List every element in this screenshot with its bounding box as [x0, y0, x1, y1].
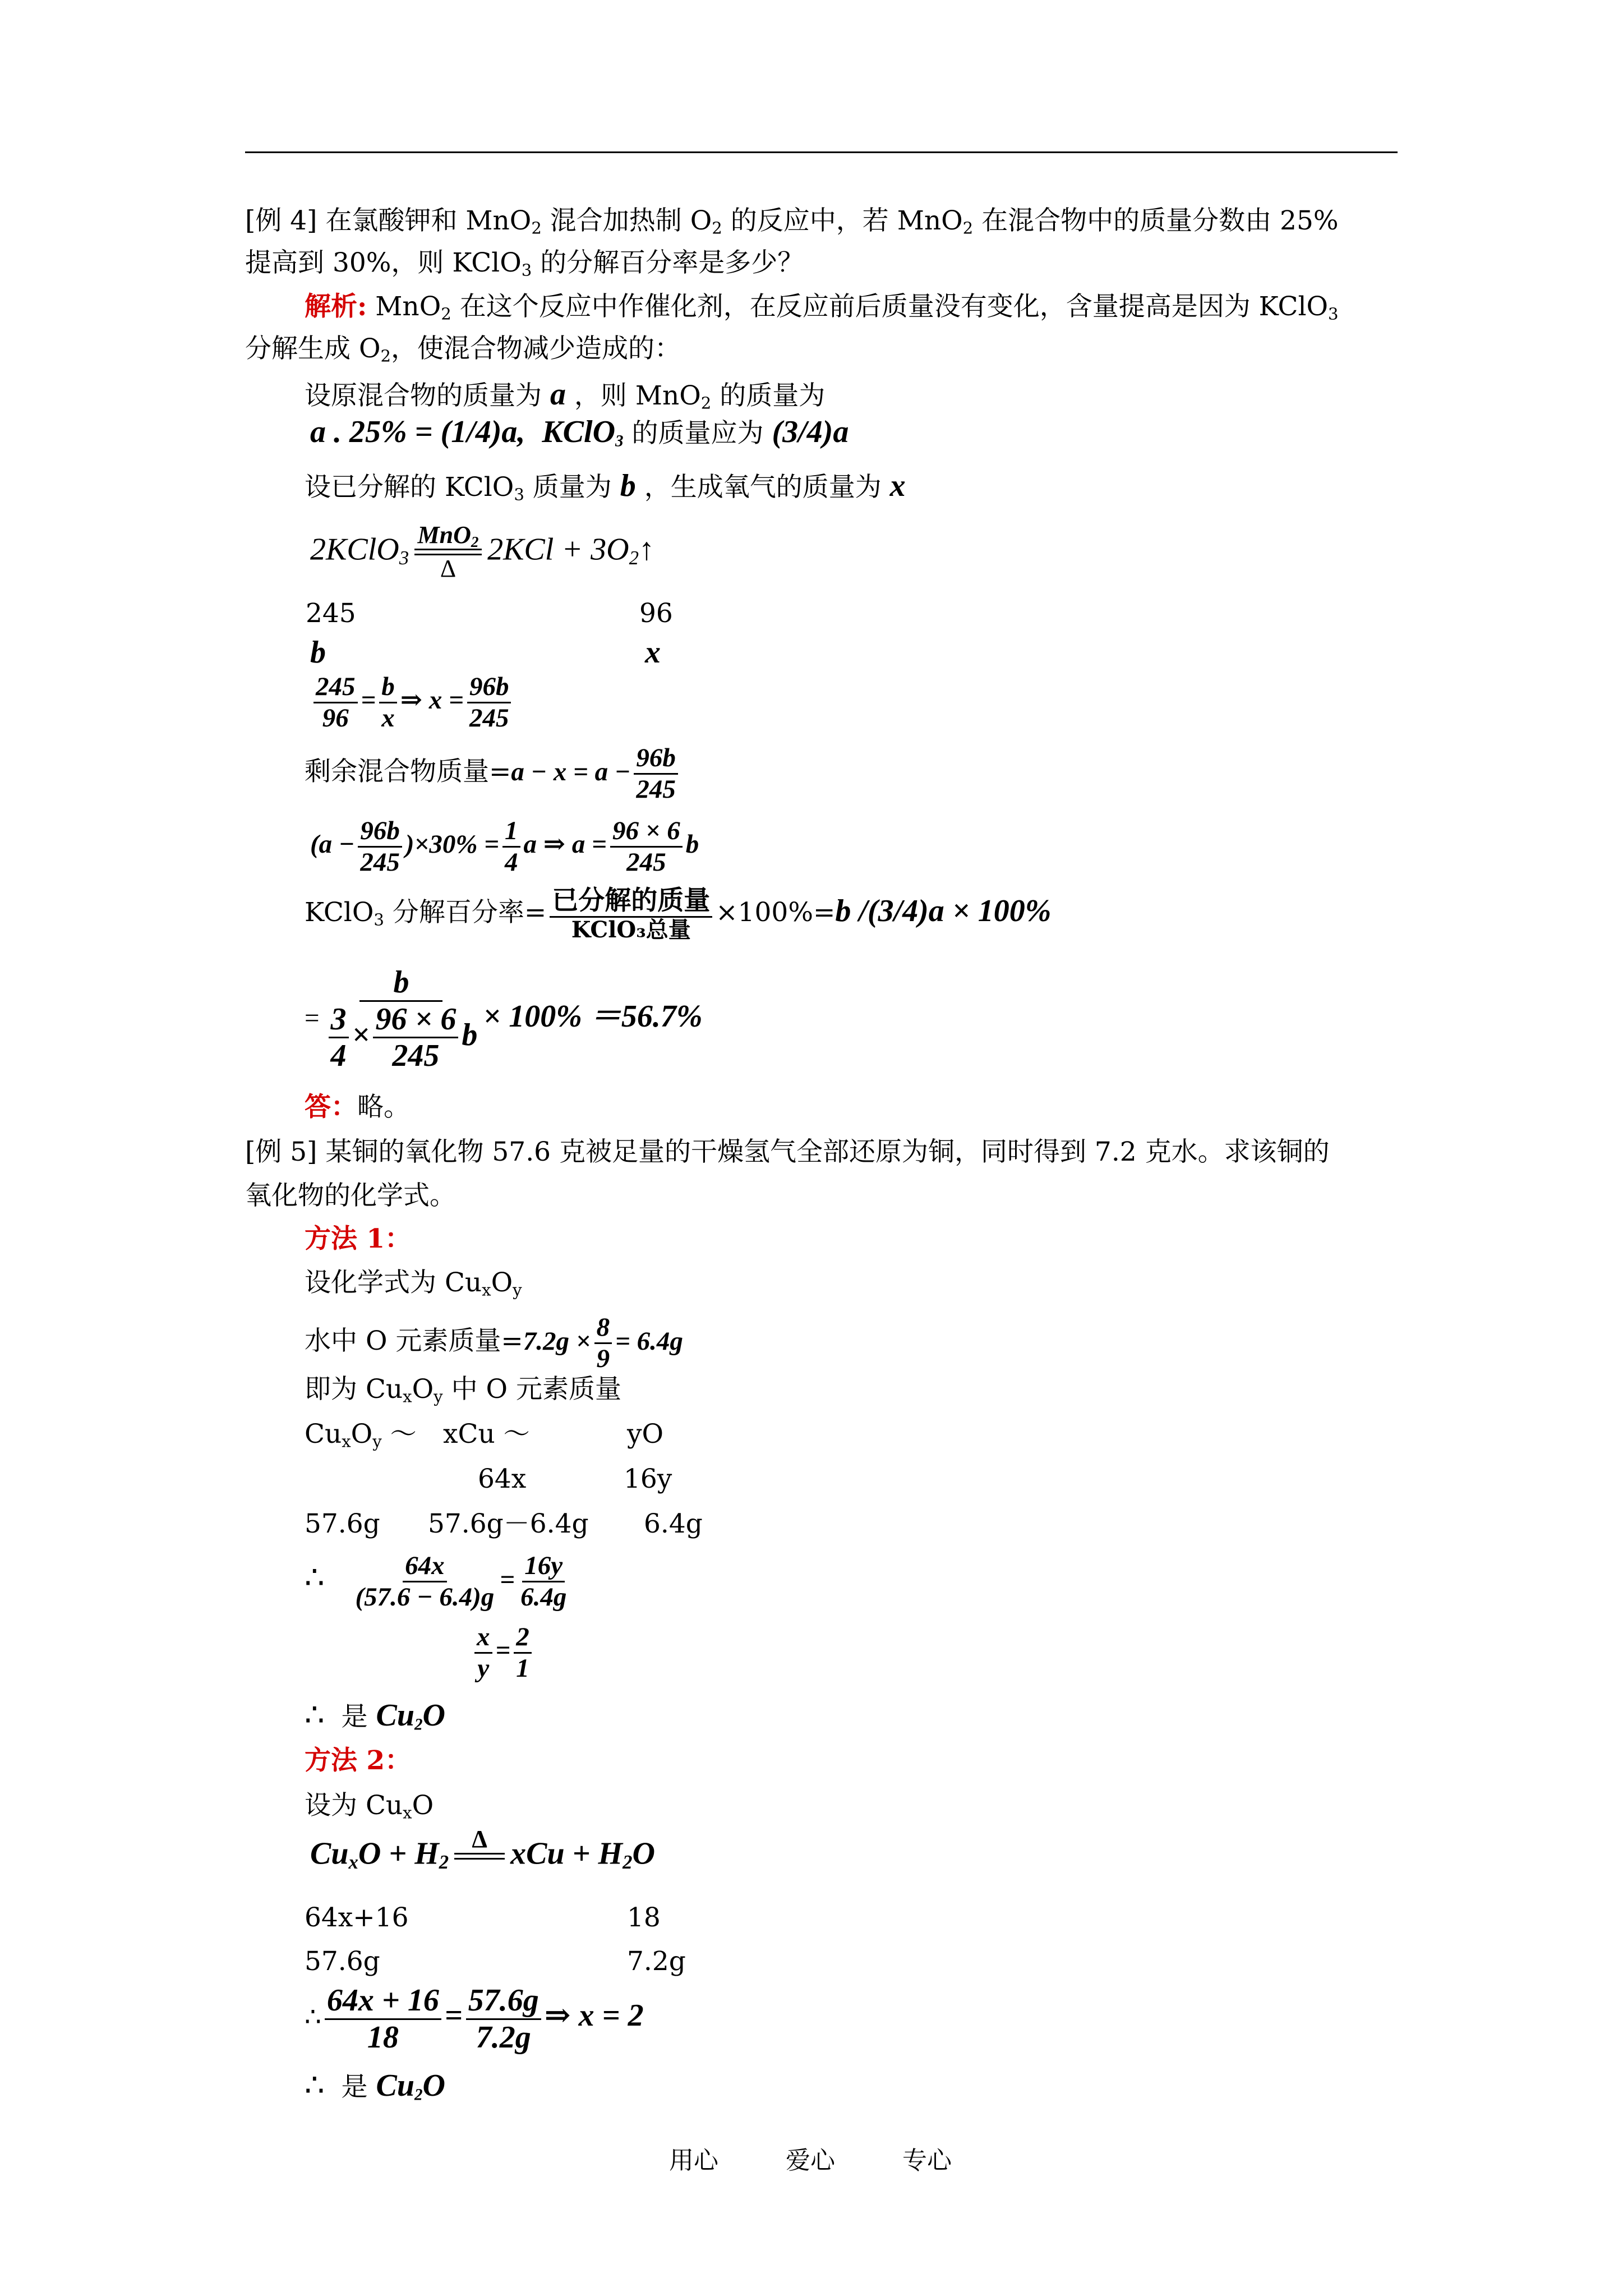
ex4-solution-line1: 解析: MnO$_2$ 在这个反应中作催化剂，在反应前后质量没有变化，含量提高是因为 KClO$_3$ [305, 291, 1339, 324]
ex4-var-x: x [645, 635, 661, 670]
ex4-var-b: b [310, 635, 326, 670]
header-rule [245, 151, 1398, 153]
ex4-molar-96: 96 [639, 598, 673, 629]
ex5-m1-relation-cu: xCu ～ [443, 1419, 530, 1450]
ex4-reaction-equation: 2KClO$_3$ MnO$_2$ Δ $2KCl + 3O_2↑$ [310, 521, 654, 583]
ex5-method1-label: 方法 1： [305, 1223, 412, 1254]
ex5-m1-val-oxide: 57.6g [305, 1508, 380, 1539]
ex4-remaining-mass: 剩余混合物质量=a − x = a − $\frac{96b}{245}$ [305, 743, 681, 804]
ex4-step-assume-mass: 设原混合物的质量为 a ，则 MnO$_2$ 的质量为 [305, 377, 826, 413]
ex5-m1-ratio: $\frac{x}{y}$ = $\frac{2}{1}$ [471, 1622, 535, 1683]
ex5-question-line1: [例 5] 某铜的氧化物 57.6 克被足量的干燥氢气全部还原为铜，同时得到 7.2 克水。求该铜的 [245, 1137, 1330, 1167]
ex5-m1-val-cu: 57.6g－6.4g [428, 1508, 589, 1539]
ex5-m1-assume-formula: 设化学式为 $Cu_xO_y$ [305, 1267, 522, 1300]
ex4-molar-245: 245 [306, 598, 356, 629]
page-footer: 用心 爱心 专心 [669, 2146, 952, 2175]
ex5-m1-result: ∴ 是 $Cu_2O$ [305, 1697, 445, 1734]
ex5-m1-relation-oxide: $Cu_xO_y$ ～ [305, 1419, 417, 1451]
ex5-method2-label: 方法 2： [305, 1745, 412, 1776]
ex5-question-line2: 氧化物的化学式。 [245, 1180, 456, 1211]
ex4-equation-30pct: (a − $\frac{96b}{245}$ )×30% = $\frac{1}{4}$ a ⇒ a = $\frac{96 \times 6}{245}$ b [310, 816, 699, 877]
ex4-proportion: $\frac{245}{96}$ = $\frac{b}{x}$ ⇒ x = $\frac{96b}{245}$ [310, 672, 514, 733]
ex5-m1-oxygen-in-oxide: 即为 $Cu_xO_y$ 中 O 元素质量 [305, 1374, 621, 1406]
ex4-step-mno2-mass: a . 25% = (1/4)a, KClO$_3$ 的质量应为 (3/4)a [310, 415, 849, 450]
ex4-step-assume-decomposed: 设已分解的 KClO$_3$ 质量为 b ，生成氧气的质量为 x [305, 468, 906, 504]
ex5-m1-proportion: ∴ $\frac{64x}{(57.6 - 6.4)g}$ = $\frac{16y}{6.4g}$ [305, 1551, 567, 1612]
solution-label: 解析: [305, 291, 367, 322]
ex4-decomposition-rate: KClO$_3$ 分解百分率= $\frac{\text{已分解的质量}}{\text{KClO₃总量}}$ ×100%=b /(3/4)a × 100% [305, 885, 1052, 943]
ex5-m1-relation-o: yO [627, 1419, 664, 1450]
ex4-solution-line2: 分解生成 $O_2$，使混合物减少造成的： [245, 333, 681, 366]
reaction-condition: MnO$_2$ Δ [414, 522, 482, 583]
ex5-m2-result: ∴ 是 $Cu_2O$ [305, 2067, 445, 2104]
ex5-m2-assume: 设为 $Cu_xO$ [305, 1790, 434, 1823]
ex5-m1-oxygen-mass: 水中 O 元素质量=7.2g × $\frac{8}{9}$ = 6.4g [305, 1313, 683, 1373]
ex4-question-line1: [例 4] 在氯酸钾和 MnO$_2$ 混合加热制 $O_2$ 的反应中，若 MnO$_2$ 在混合物中的质量分数由 25% [245, 205, 1339, 238]
ex5-m2-molar-left: 64x+16 [305, 1902, 409, 1933]
ex5-m2-val-right: 7.2g [627, 1946, 686, 1977]
ex5-m2-reaction: $Cu_xO + H_2$ Δ xCu + $H_2O$ [310, 1825, 655, 1873]
ex5-m1-mass-16y: 16y [624, 1464, 672, 1494]
ex5-m2-proportion: ∴ $\frac{64x + 16}{18}$ = $\frac{57.6g}{7.2g}$ ⇒ x = 2 [305, 1983, 644, 2055]
ex4-final-result: = b $\frac{3}{4}$ × $\frac{96 \times 6}{245}$ b × 100% ＝56.7% [305, 965, 703, 1074]
ex5-m2-molar-right: 18 [627, 1902, 661, 1933]
ex5-m1-val-o: 6.4g [644, 1508, 703, 1539]
ex5-m2-val-left: 57.6g [305, 1946, 380, 1977]
ex4-answer: 答：略。 [305, 1092, 410, 1122]
ex4-question-line2: 提高到 30%，则 KClO$_3$ 的分解百分率是多少？ [245, 247, 804, 280]
ex5-m1-mass-64x: 64x [478, 1464, 527, 1494]
